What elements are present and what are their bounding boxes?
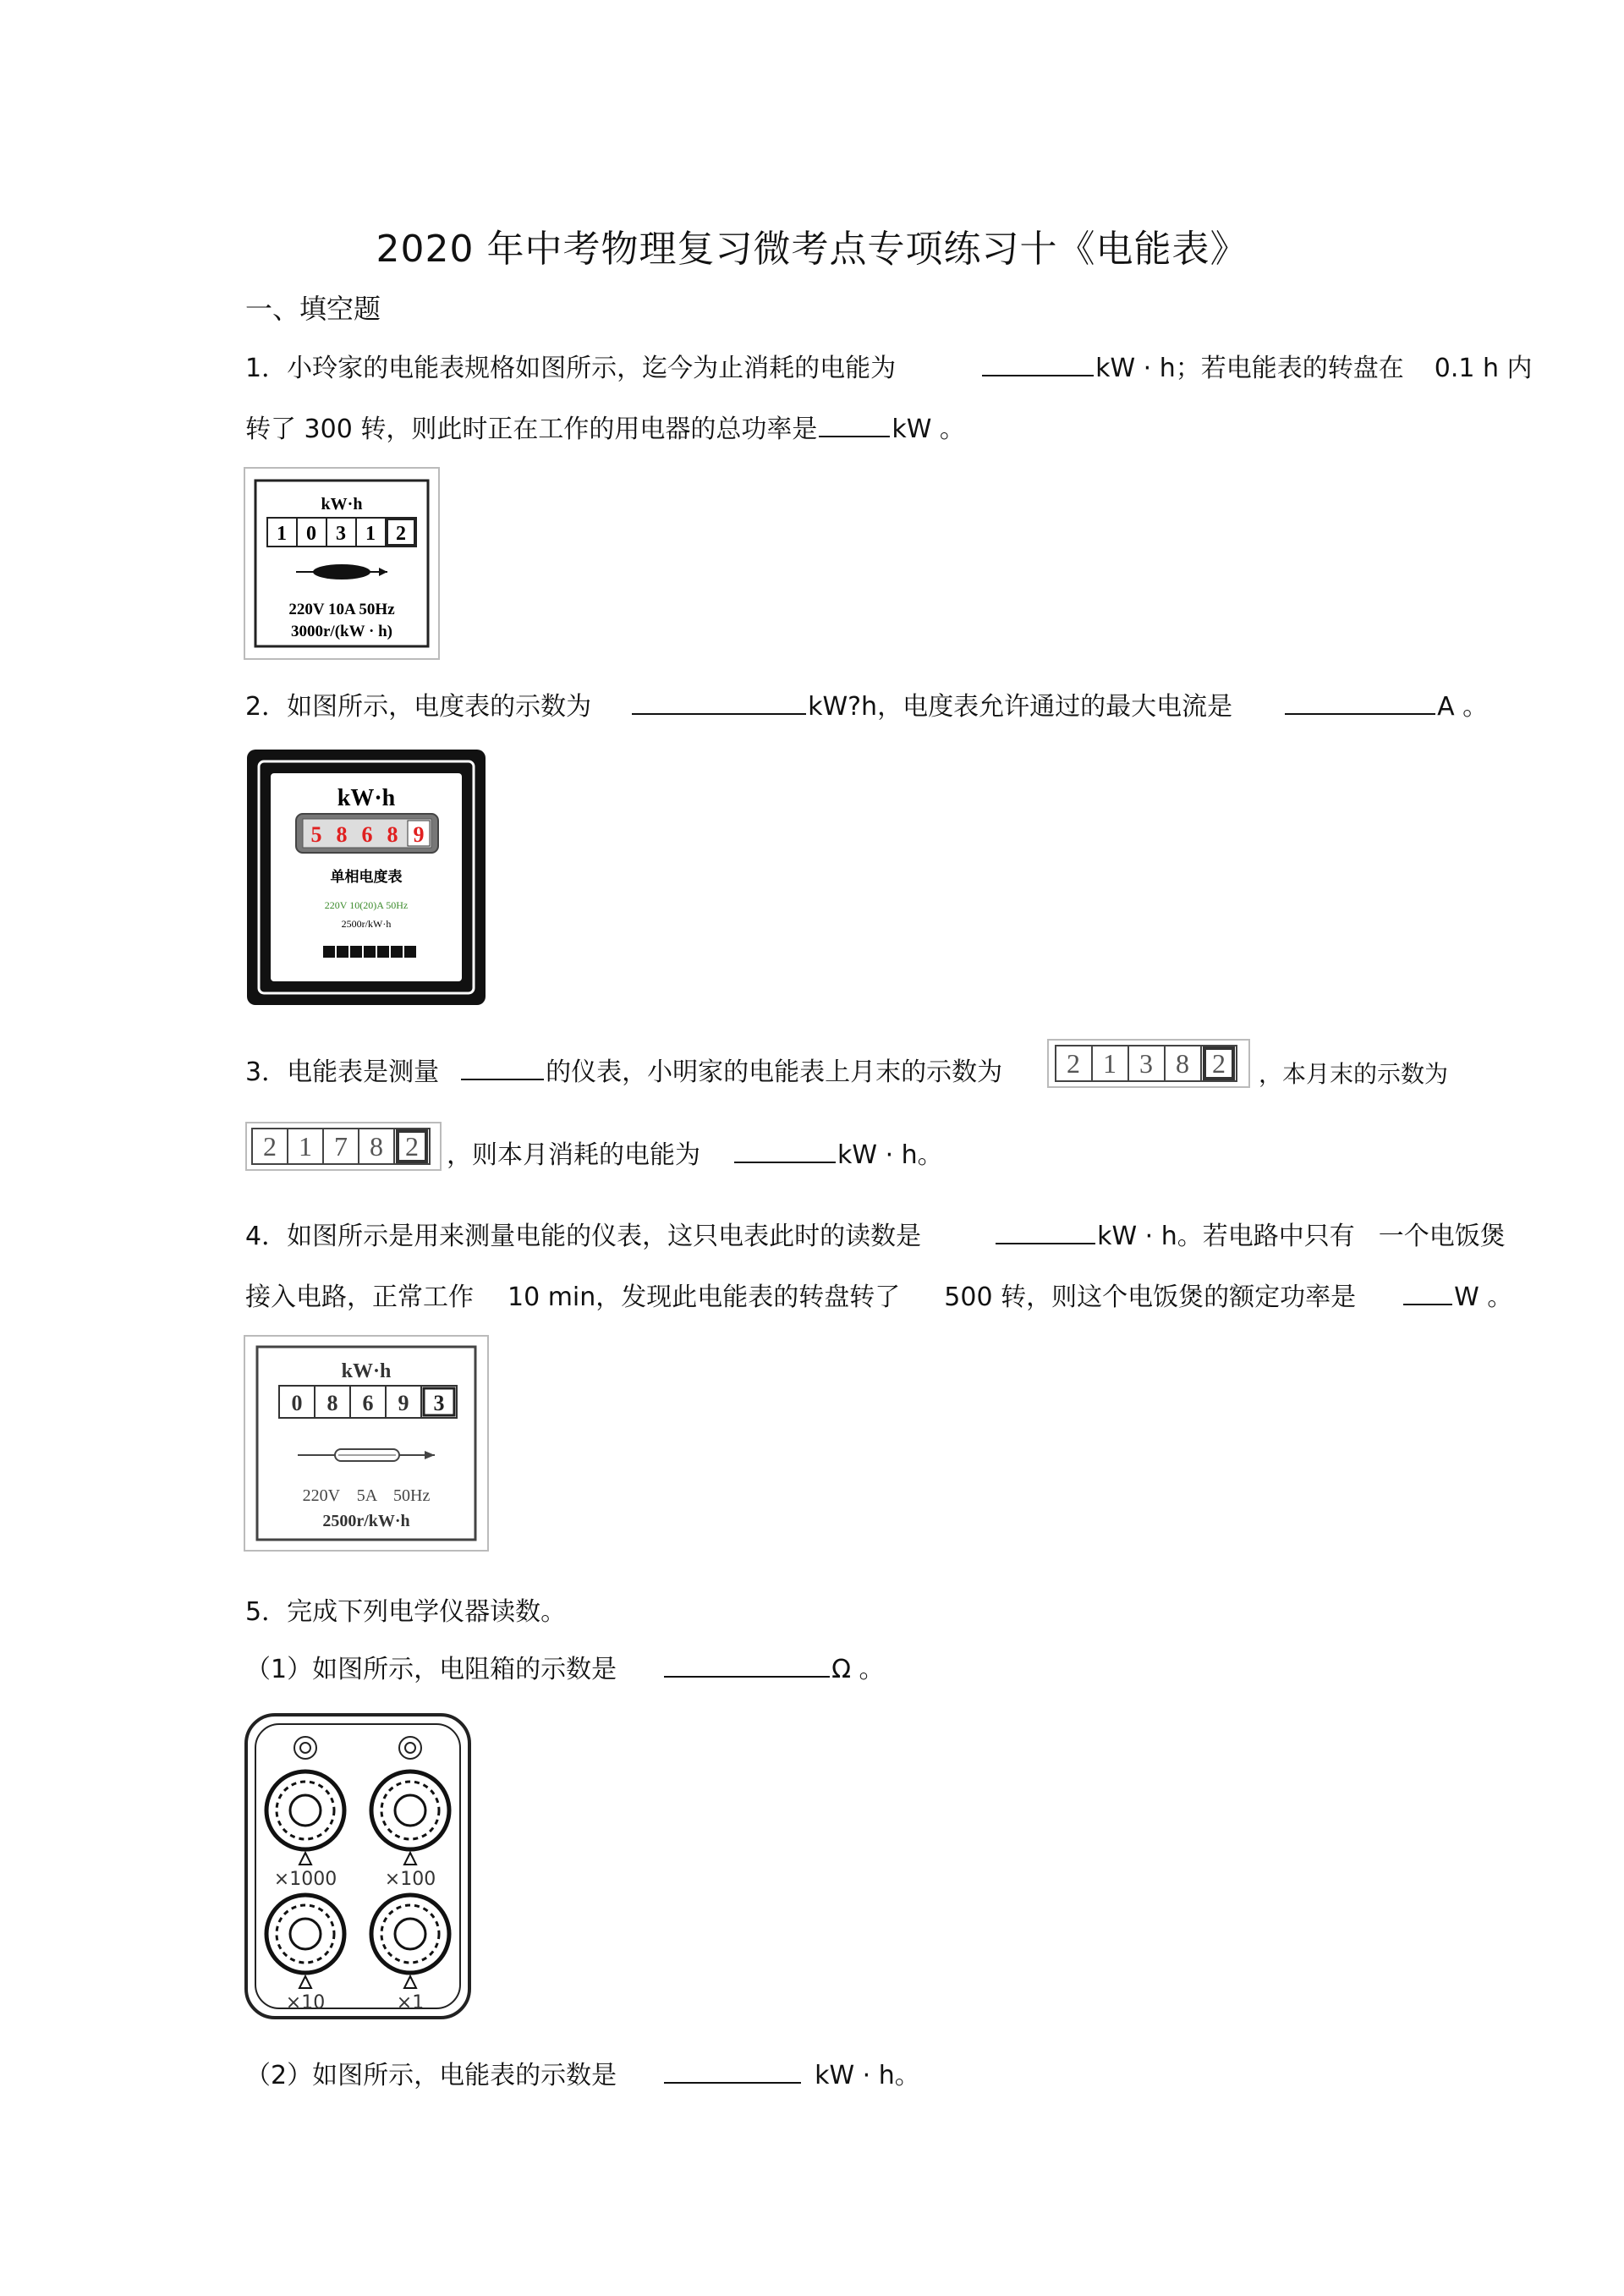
q1-text-line2-a: 转了 300 转，则此时正在工作的用电器的总功率是 [245, 415, 818, 444]
q2-text-a: 2．如图所示，电度表的示数为 [245, 692, 592, 722]
q2-meter-indicator-icon [323, 946, 416, 958]
q3-text-b: 的仪表，小明家的电能表上月末的示数为 [546, 1057, 1003, 1087]
q5-sub1-line [245, 1648, 885, 1685]
q2-digit: 9 [413, 822, 425, 847]
q3-text-c: ，本月末的示数为 [1259, 1060, 1449, 1088]
q2-digit: 5 [310, 822, 322, 847]
q1-meter-spec1: 220V 10A 50Hz [288, 601, 395, 618]
q1-meter-unit: kW·h [321, 495, 363, 514]
q4-digit: 8 [326, 1391, 338, 1415]
q3-this-digit: 1 [299, 1131, 312, 1162]
q1-meter-spec2: 3000r/(kW · h) [291, 623, 392, 640]
q4-digit: 9 [398, 1391, 409, 1415]
q3-this-digit: 2 [263, 1131, 277, 1162]
q5-line: 5．完成下列电学仪器读数。 [245, 1597, 567, 1627]
q4-text-line2-b: 10 min，发现此电能表的转盘转了 [508, 1283, 901, 1312]
section-heading: 一、填空题 [245, 293, 381, 325]
q2-meter-spec2: 2500r/kW·h [341, 918, 392, 930]
q2-digit: 6 [361, 822, 373, 847]
q2-text-c: A 。 [1437, 692, 1489, 722]
q1-blank-power[interactable] [819, 412, 890, 437]
q2-meter-digits [296, 814, 438, 853]
q5-sub1-text-a: （1）如图所示，电阻箱的示数是 [245, 1655, 617, 1684]
q5-sub2-text-b: kW · h。 [815, 2061, 920, 2090]
dial-label: ×100 [384, 1869, 436, 1890]
q4-text-b: kW · h。若电路中只有 [1097, 1222, 1355, 1251]
q4-digit: 6 [362, 1391, 374, 1415]
q4-text-line2-a: 接入电路，正常工作 [245, 1283, 474, 1312]
q1-digit: 3 [336, 523, 346, 545]
q4-text-line2-d: W 。 [1454, 1283, 1513, 1312]
q5-blank-meter-reading[interactable] [664, 2058, 801, 2084]
q5-sub2-line [245, 2054, 920, 2091]
q3-line2 [447, 1134, 943, 1171]
q1-text-b: kW · h；若电能表的转盘在 [1095, 354, 1404, 383]
q2-blank-reading[interactable] [632, 689, 806, 715]
q4-line2 [245, 1276, 1512, 1313]
q3-last-digit: 1 [1103, 1048, 1116, 1079]
q4-meter-figure [244, 1335, 489, 1552]
q3-text-d: ，则本月消耗的电能为 [447, 1140, 700, 1170]
q2-digit: 8 [336, 822, 348, 847]
q1-text-c: 0.1 h 内 [1434, 354, 1533, 383]
q4-digit: 0 [291, 1391, 303, 1415]
q5-resistance-box-figure [244, 1712, 472, 2025]
q1-digit: 1 [365, 523, 376, 545]
q2-blank-current[interactable] [1285, 689, 1435, 715]
q1-text-line2-b: kW 。 [892, 415, 965, 444]
q1-meter-figure [244, 467, 440, 660]
q1-digit: 1 [277, 523, 287, 545]
q3-this-digit: 2 [405, 1131, 419, 1162]
q1-text-a: 1．小玲家的电能表规格如图所示，迄今为止消耗的电能为 [245, 354, 897, 383]
page-title: 2020 年中考物理复习微考点专项练习十《电能表》 [376, 228, 1248, 271]
q3-text-e: kW · h。 [837, 1140, 943, 1170]
q4-meter-spec2: 2500r/kW·h [322, 1512, 410, 1530]
dial-label: ×1 [396, 1992, 425, 2013]
q2-text-b: kW?h，电度表允许通过的最大电流是 [808, 692, 1233, 722]
q2-meter-unit: kW·h [337, 785, 396, 811]
q5-blank-resistance[interactable] [664, 1652, 830, 1678]
q3-last-month-digits [1047, 1039, 1250, 1088]
q2-meter-spec1: 220V 10(20)A 50Hz [324, 899, 409, 911]
q4-digit: 3 [433, 1391, 445, 1415]
dial-label: ×1000 [273, 1869, 337, 1890]
q3-this-digit: 8 [370, 1131, 383, 1162]
q2-digit: 8 [387, 822, 398, 847]
q3-last-digit: 2 [1067, 1048, 1080, 1079]
q5-sub1-text-b: Ω 。 [831, 1655, 885, 1684]
q1-line2 [245, 408, 965, 445]
q2-meter-figure [244, 746, 489, 1008]
q3-blank-meter-purpose[interactable] [461, 1055, 544, 1080]
q4-blank-power[interactable] [1403, 1280, 1452, 1305]
q4-meter-unit: kW·h [341, 1360, 392, 1382]
q4-text-line2-c: 500 转，则这个电饭煲的额定功率是 [944, 1283, 1357, 1312]
q1-digit: 2 [396, 523, 406, 545]
q1-line1 [245, 347, 1533, 384]
q4-line1 [245, 1215, 1506, 1252]
q3-blank-consumed[interactable] [734, 1138, 836, 1163]
q3-this-digit: 7 [334, 1131, 348, 1162]
q2-line [245, 685, 1488, 722]
q3-last-digit: 8 [1176, 1048, 1189, 1079]
q5-sub2-text-a: （2）如图所示，电能表的示数是 [245, 2061, 617, 2090]
q4-meter-spec1: 220V 5A 50Hz [302, 1486, 431, 1505]
q4-text-c: 一个电饭煲 [1378, 1222, 1506, 1251]
q3-last-digit: 2 [1212, 1048, 1226, 1079]
q1-blank-energy[interactable] [982, 351, 1094, 376]
q4-text-a: 4．如图所示是用来测量电能的仪表，这只电表此时的读数是 [245, 1222, 922, 1251]
dial-label: ×10 [285, 1992, 326, 2013]
q3-text-a: 3．电能表是测量 [245, 1057, 440, 1087]
q2-meter-name: 单相电度表 [330, 869, 403, 886]
q4-blank-reading[interactable] [996, 1219, 1095, 1244]
q3-last-digit: 3 [1139, 1048, 1153, 1079]
q1-digit: 0 [306, 523, 316, 545]
q3-line1 [245, 1051, 1002, 1088]
q3-this-month-digits [245, 1122, 442, 1171]
